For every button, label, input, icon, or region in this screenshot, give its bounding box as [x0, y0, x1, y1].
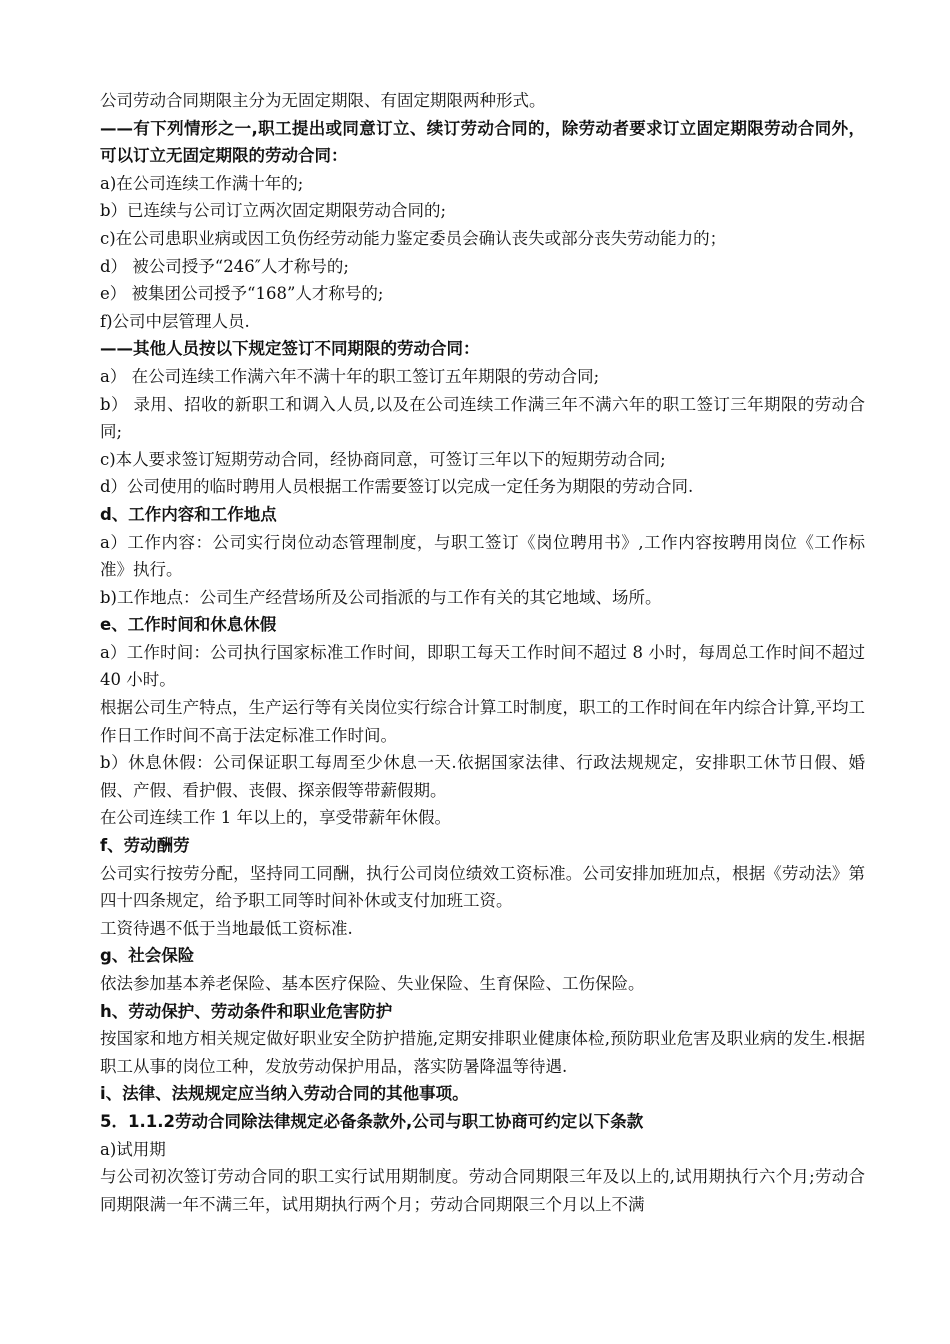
- paragraph: a）工作内容：公司实行岗位动态管理制度，与职工签订《岗位聘用书》,工作内容按聘用岗位《工作标准》执行。: [100, 532, 865, 580]
- paragraph: 按国家和地方相关规定做好职业安全防护措施,定期安排职业健康体检,预防职业危害及职业病的发生.根据职工从事的岗位工种，发放劳动保护用品，落实防暑降温等待遇.: [100, 1029, 865, 1076]
- paragraph: d）公司使用的临时聘用人员根据工作需要签订以完成一定任务为期限的劳动合同.: [100, 477, 694, 497]
- section-heading: i、法律、法规规定应当纳入劳动合同的其他事项。: [100, 1084, 469, 1104]
- section-heading: f、劳动酬劳: [100, 836, 190, 856]
- paragraph: 依法参加基本养老保险、基本医疗保险、失业保险、生育保险、工伤保险。: [100, 974, 645, 993]
- paragraph: 公司实行按劳分配，坚持同工同酬，执行公司岗位绩效工资标准。公司安排加班加点，根据《劳动法》第四十四条规定，给予职工同等时间补休或支付加班工资。: [100, 863, 865, 911]
- paragraph: 在公司连续工作 1 年以上的，享受带薪年休假。: [100, 808, 451, 828]
- paragraph: 根据公司生产特点，生产运行等有关岗位实行综合计算工时制度，职工的工作时间在年内综合计算,平均工作日工作时间不高于法定标准工作时间。: [100, 698, 865, 745]
- document-page: [100, 87, 865, 1218]
- paragraph: 工资待遇不低于当地最低工资标准.: [100, 918, 353, 938]
- paragraph: d） 被公司授予“246″人才称号的;: [100, 256, 349, 276]
- paragraph: e） 被集团公司授予“168”人才称号的;: [100, 284, 384, 304]
- section-heading: h、劳动保护、劳动条件和职业危害防护: [100, 1001, 393, 1021]
- paragraph: b）休息休假：公司保证职工每周至少休息一天.依据国家法律、行政法规规定，安排职工休节日假、婚假、产假、看护假、丧假、探亲假等带薪假期。: [100, 753, 865, 800]
- section-heading: g、社会保险: [100, 946, 195, 966]
- paragraph: f)公司中层管理人员.: [100, 311, 250, 331]
- paragraph: 公司劳动合同期限主分为无固定期限、有固定期限两种形式。: [100, 91, 546, 110]
- section-heading: ——有下列情形之一,职工提出或同意订立、续订劳动合同的，除劳动者要求订立固定期限劳动合同外，可以订立无固定期限的劳动合同：: [100, 118, 865, 166]
- section-heading: ——其他人员按以下规定签订不同期限的劳动合同：: [100, 339, 480, 359]
- paragraph: a）工作时间：公司执行国家标准工作时间，即职工每天工作时间不超过 8 小时，每周总工作时间不超过 40 小时。: [100, 642, 865, 690]
- paragraph: b)工作地点：公司生产经营场所及公司指派的与工作有关的其它地域、场所。: [100, 587, 662, 607]
- section-heading: 5．1.1.2劳动合同除法律规定必备条款外,公司与职工协商可约定以下条款: [100, 1111, 644, 1131]
- paragraph: a)试用期: [100, 1139, 166, 1159]
- paragraph: a)在公司连续工作满十年的;: [100, 173, 304, 193]
- section-heading: d、工作内容和工作地点: [100, 504, 277, 524]
- section-heading: e、工作时间和休息休假: [100, 615, 277, 635]
- paragraph: 与公司初次签订劳动合同的职工实行试用期制度。劳动合同期限三年及以上的,试用期执行六个月;劳动合同期限满一年不满三年，试用期执行两个月；劳动合同期限三个月以上不满: [100, 1167, 865, 1214]
- paragraph: b） 录用、招收的新职工和调入人员,以及在公司连续工作满三年不满六年的职工签订三年期限的劳动合同;: [100, 394, 865, 442]
- paragraph: c)本人要求签订短期劳动合同，经协商同意，可签订三年以下的短期劳动合同;: [100, 449, 666, 469]
- paragraph: b）已连续与公司订立两次固定期限劳动合同的;: [100, 201, 447, 221]
- paragraph: a） 在公司连续工作满六年不满十年的职工签订五年期限的劳动合同;: [100, 366, 600, 386]
- paragraph: c)在公司患职业病或因工负伤经劳动能力鉴定委员会确认丧失或部分丧失劳动能力的；: [100, 228, 727, 248]
